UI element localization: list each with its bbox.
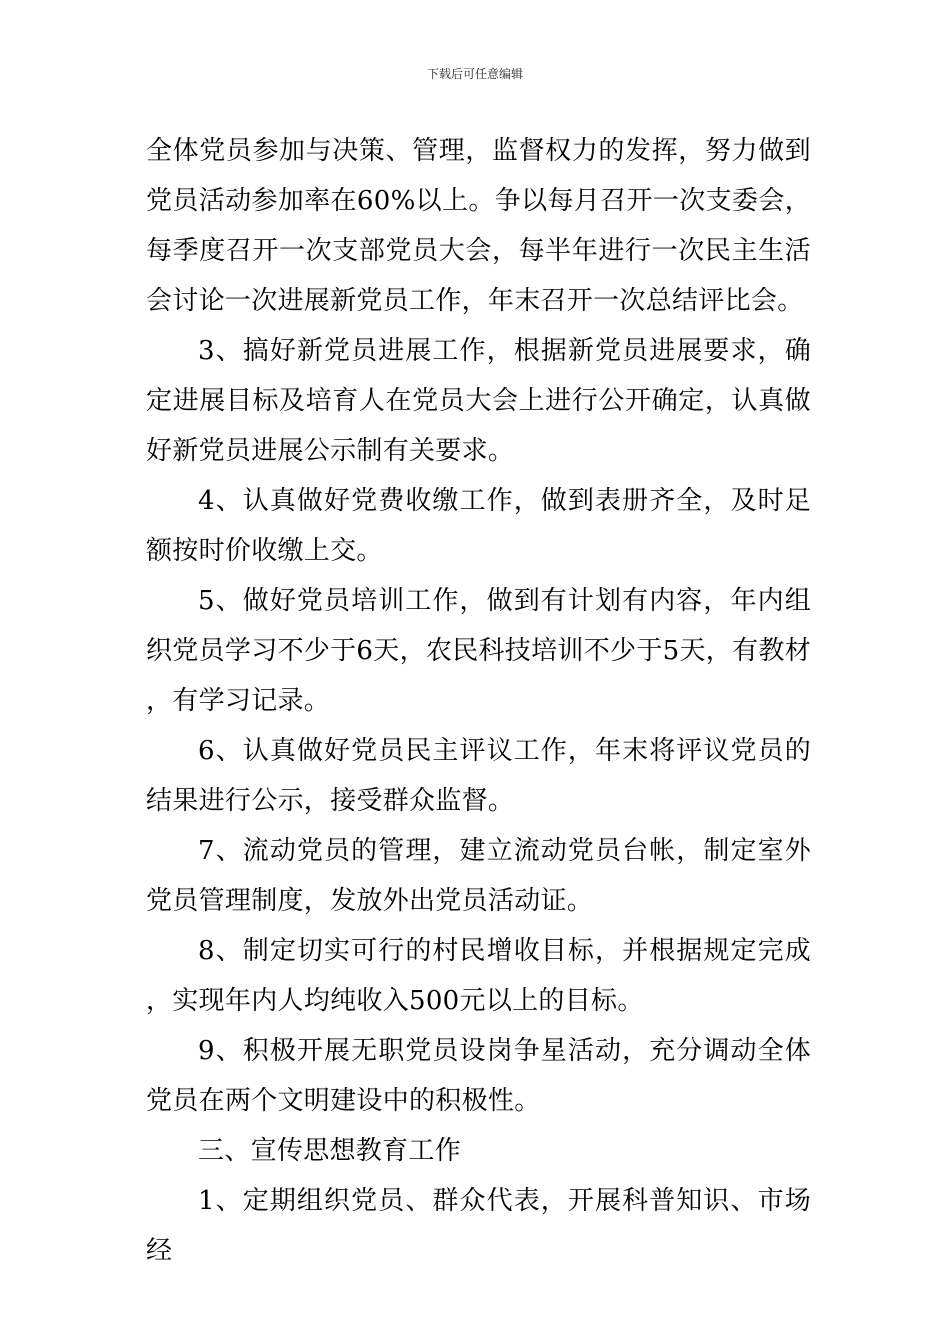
paragraph-section-item-1: 1、定期组织党员、群众代表，开展科普知识、市场经 (146, 1186, 811, 1266)
paragraph-item-7: 7、流动党员的管理，建立流动党员台帐，制定室外党员管理制度，发放外出党员活动证。 (146, 836, 811, 916)
paragraph-item-8: 8、制定切实可行的村民增收目标，并根据规定完成，实现年内人均纯收入500元以上的目标。 (146, 936, 811, 1016)
body-text (146, 126, 811, 1276)
page-header: 下载后可任意编辑 (426, 67, 523, 81)
section-heading: 三、宣传思想教育工作 (198, 1136, 462, 1166)
paragraph-item-3: 3、搞好新党员进展工作，根据新党员进展要求，确定进展目标及培育人在党员大会上进行公开确定，认真做好新党员进展公示制有关要求。 (146, 336, 811, 466)
paragraph-item-4: 4、认真做好党费收缴工作，做到表册齐全，及时足额按时价收缴上交。 (146, 486, 811, 566)
paragraph-item-5: 5、做好党员培训工作，做到有计划有内容，年内组织党员学习不少于6天，农民科技培训不少于5天，有教材，有学习记录。 (146, 586, 811, 716)
paragraph-intro-continued: 全体党员参加与决策、管理，监督权力的发挥，努力做到党员活动参加率在60%以上。争以每月召开一次支委会，每季度召开一次支部党员大会，每半年进行一次民主生活会讨论一次进展新党员工作，年末召开一次总结评比会。 (146, 136, 811, 316)
paragraph-item-6: 6、认真做好党员民主评议工作，年末将评议党员的结果进行公示，接受群众监督。 (146, 736, 811, 816)
paragraph-item-9: 9、积极开展无职党员设岗争星活动，充分调动全体党员在两个文明建设中的积极性。 (146, 1036, 811, 1116)
